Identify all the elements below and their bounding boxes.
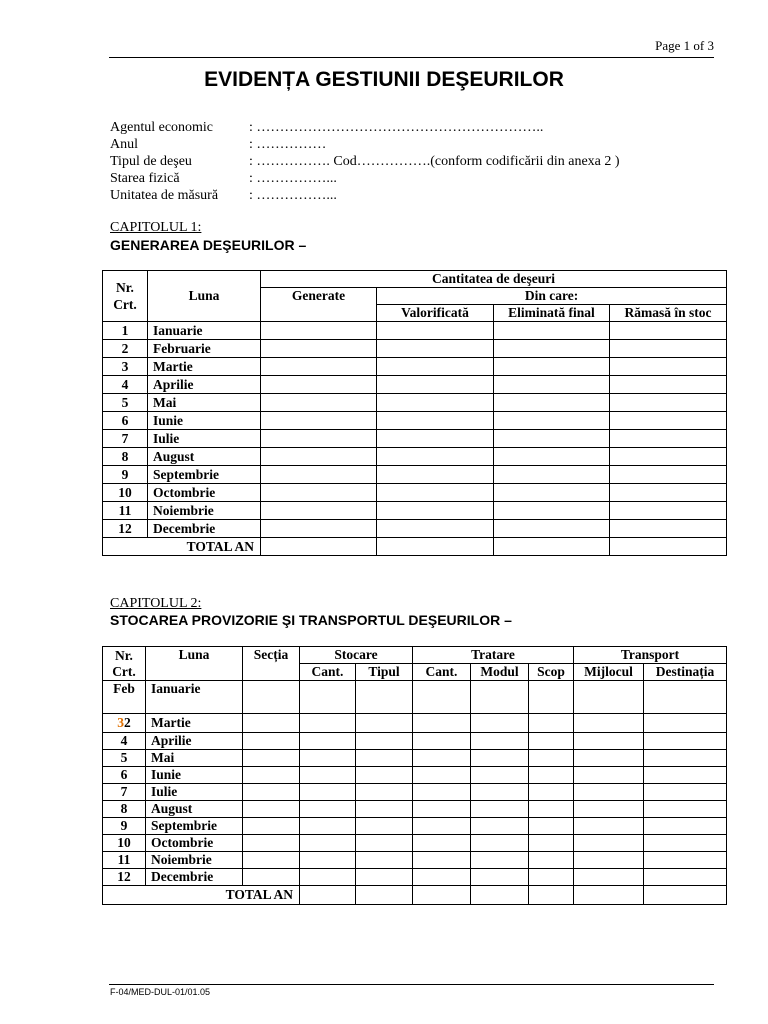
table-cell	[243, 714, 300, 733]
table-cell	[610, 322, 727, 340]
table-cell	[261, 448, 377, 466]
table-cell	[529, 886, 574, 905]
row-luna: Decembrie	[148, 520, 261, 538]
table-cell	[413, 852, 471, 869]
table-cell	[529, 818, 574, 835]
table-cell	[243, 767, 300, 784]
col-nr-crt: Nr. Crt.	[103, 647, 146, 681]
table-cell	[494, 538, 610, 556]
info-label: Agentul economic	[110, 120, 214, 135]
table-row	[103, 801, 727, 818]
table-cell	[261, 322, 377, 340]
row-luna: Iulie	[148, 430, 261, 448]
row-luna: Octombrie	[148, 484, 261, 502]
table-cell	[413, 714, 471, 733]
table-cell	[529, 784, 574, 801]
table-cell	[644, 784, 727, 801]
row-luna: Mai	[146, 750, 243, 767]
table-cell	[243, 750, 300, 767]
table-cell	[413, 681, 471, 714]
table-cell	[494, 322, 610, 340]
table-cell	[574, 886, 644, 905]
row-luna: Ianuarie	[146, 681, 243, 714]
table-cell	[610, 340, 727, 358]
row-nr: 8	[103, 448, 148, 466]
table-row	[103, 322, 727, 340]
table-row	[103, 358, 727, 376]
row-luna: Noiembrie	[146, 852, 243, 869]
row-luna: Iulie	[146, 784, 243, 801]
table-cell	[644, 835, 727, 852]
table-row	[103, 520, 727, 538]
table-cell	[529, 714, 574, 733]
table-cell	[610, 448, 727, 466]
info-block	[110, 119, 620, 204]
col-tratare-modul: Modul	[471, 664, 529, 681]
table-cell	[471, 801, 529, 818]
row-nr: 6	[103, 767, 146, 784]
row-luna: Martie	[146, 714, 243, 733]
table-row	[103, 430, 727, 448]
table-row	[103, 484, 727, 502]
table-cell	[413, 869, 471, 886]
table-cell	[574, 835, 644, 852]
col-stocare: Stocare	[300, 647, 413, 664]
table-cell	[471, 714, 529, 733]
col-transport-mijlocul: Mijlocul	[574, 664, 644, 681]
table-cell	[243, 869, 300, 886]
table-cell	[471, 767, 529, 784]
table-row	[103, 448, 727, 466]
col-tratare-cant: Cant.	[413, 664, 471, 681]
table-cell	[610, 394, 727, 412]
table-row	[103, 412, 727, 430]
row-nr	[103, 714, 146, 733]
table-cell	[644, 714, 727, 733]
table-cell	[377, 412, 494, 430]
table-cell	[300, 869, 356, 886]
table-cell	[356, 869, 413, 886]
table-cell	[529, 733, 574, 750]
table-cell	[356, 767, 413, 784]
table-row	[103, 714, 727, 733]
table-cell	[300, 784, 356, 801]
table-cell	[243, 835, 300, 852]
table-cell	[529, 835, 574, 852]
table-cell	[356, 681, 413, 714]
table-cell	[494, 430, 610, 448]
table-row	[103, 340, 727, 358]
table-cell	[610, 502, 727, 520]
table-cell	[261, 358, 377, 376]
chapter1-title: GENERAREA DEŞEURILOR –	[110, 237, 307, 253]
table-cell	[377, 358, 494, 376]
row-luna: Mai	[148, 394, 261, 412]
row-nr: 12	[103, 869, 146, 886]
table-cell	[574, 784, 644, 801]
chapter2-title: STOCAREA PROVIZORIE ŞI TRANSPORTUL DEŞEURILOR –	[110, 612, 512, 628]
col-luna: Luna	[148, 271, 261, 322]
chapter1-label: CAPITOLUL 1:	[110, 220, 202, 235]
table-cell	[644, 818, 727, 835]
row-nr: 7	[103, 430, 148, 448]
row-nr: 9	[103, 818, 146, 835]
table-cell	[300, 835, 356, 852]
info-row-starea	[110, 170, 620, 187]
table-cell	[644, 869, 727, 886]
info-value: : ……………...	[249, 188, 337, 203]
table-cell	[377, 430, 494, 448]
table-cell	[300, 681, 356, 714]
row-luna: Septembrie	[146, 818, 243, 835]
table-cell	[413, 818, 471, 835]
table-cell	[529, 681, 574, 714]
table-cell	[377, 502, 494, 520]
col-transport-destinatia: Destinația	[644, 664, 727, 681]
table-cell	[471, 852, 529, 869]
table-cell	[610, 358, 727, 376]
row-nr: 4	[103, 376, 148, 394]
table-cell	[494, 484, 610, 502]
table-cell	[243, 733, 300, 750]
table-cell	[644, 852, 727, 869]
col-tratare-scop: Scop	[529, 664, 574, 681]
footer-divider	[109, 984, 714, 985]
table-cell	[300, 886, 356, 905]
table-row	[103, 869, 727, 886]
chapter2-label: CAPITOLUL 2:	[110, 596, 202, 611]
table-cell	[610, 484, 727, 502]
total-row	[103, 886, 727, 905]
row-nr: 12	[103, 520, 148, 538]
col-ramasa: Rămasă în stoc	[610, 305, 727, 322]
row-luna: Iunie	[146, 767, 243, 784]
info-value: : ……………………………………………………..	[249, 120, 544, 135]
table-row	[103, 767, 727, 784]
table-cell	[377, 376, 494, 394]
info-row-tipul	[110, 153, 620, 170]
table-cell	[243, 818, 300, 835]
table-cell	[413, 767, 471, 784]
table-cell	[529, 852, 574, 869]
row-luna: Decembrie	[146, 869, 243, 886]
table-cell	[377, 466, 494, 484]
table-cell	[494, 520, 610, 538]
table-cell	[300, 750, 356, 767]
col-generate: Generate	[261, 288, 377, 322]
table-cell	[644, 886, 727, 905]
table-cell	[356, 714, 413, 733]
row-luna: Martie	[148, 358, 261, 376]
table-cell	[574, 852, 644, 869]
table-cell	[574, 750, 644, 767]
table-cell	[413, 886, 471, 905]
table-cell	[574, 869, 644, 886]
table-cell	[471, 750, 529, 767]
info-value: : ……………	[249, 137, 327, 152]
info-value: : ……………...	[249, 171, 337, 186]
table-cell	[494, 394, 610, 412]
table-row	[103, 750, 727, 767]
table-cell	[377, 448, 494, 466]
table-cell	[644, 733, 727, 750]
table-cell	[413, 801, 471, 818]
table-cell	[574, 714, 644, 733]
table-cell	[610, 466, 727, 484]
table-cell	[243, 681, 300, 714]
row-luna: Iunie	[148, 412, 261, 430]
table-row	[103, 466, 727, 484]
row-nr-value: 2	[124, 715, 131, 730]
table-cell	[471, 835, 529, 852]
table-cell	[494, 502, 610, 520]
total-label: TOTAL AN	[103, 886, 300, 905]
table-cell	[356, 835, 413, 852]
table-cell	[261, 376, 377, 394]
edit-mark: 3	[117, 715, 124, 730]
table-row	[103, 376, 727, 394]
table-cell	[377, 538, 494, 556]
row-luna: Aprilie	[148, 376, 261, 394]
table-cell	[574, 767, 644, 784]
table-cell	[300, 733, 356, 750]
table-cell	[529, 869, 574, 886]
form-code: F-04/MED-DUL-01/01.05	[110, 987, 211, 997]
col-stocare-tipul: Tipul	[356, 664, 413, 681]
col-stocare-cant: Cant.	[300, 664, 356, 681]
table-cell	[261, 466, 377, 484]
table-cell	[356, 818, 413, 835]
total-row	[103, 538, 727, 556]
page-number: Page 1 of 3	[655, 38, 714, 53]
table-cell	[356, 886, 413, 905]
table-cell	[356, 733, 413, 750]
row-nr: 5	[103, 750, 146, 767]
table-cell	[261, 394, 377, 412]
table-cell	[300, 767, 356, 784]
table-cell	[413, 750, 471, 767]
table-cell	[377, 322, 494, 340]
row-nr: 2	[103, 340, 148, 358]
table-cell	[300, 801, 356, 818]
info-row-unitatea	[110, 187, 620, 204]
row-nr: 7	[103, 784, 146, 801]
col-eliminata: Eliminată final	[494, 305, 610, 322]
table-row	[103, 681, 727, 714]
row-nr: 6	[103, 412, 148, 430]
table-cell	[644, 801, 727, 818]
row-luna: August	[146, 801, 243, 818]
table-cell	[610, 520, 727, 538]
table-cell	[243, 801, 300, 818]
table-row	[103, 394, 727, 412]
table-cell	[261, 430, 377, 448]
row-nr: 4	[103, 733, 146, 750]
row-nr: 11	[103, 502, 148, 520]
table-cell	[377, 394, 494, 412]
col-luna: Luna	[146, 647, 243, 681]
table-cell	[574, 818, 644, 835]
table-cell	[471, 818, 529, 835]
info-row-agent	[110, 119, 620, 136]
info-row-anul	[110, 136, 620, 153]
col-cantitatea: Cantitatea de deşeuri	[261, 271, 727, 288]
table-cell	[261, 502, 377, 520]
table-cell	[377, 520, 494, 538]
storage-transport-table	[102, 646, 727, 905]
table-cell	[574, 681, 644, 714]
row-nr: 8	[103, 801, 146, 818]
table-row	[103, 733, 727, 750]
header-divider	[109, 57, 714, 58]
table-cell	[494, 358, 610, 376]
col-tratare: Tratare	[413, 647, 574, 664]
table-row	[103, 835, 727, 852]
row-luna: August	[148, 448, 261, 466]
table-cell	[356, 801, 413, 818]
table-cell	[494, 412, 610, 430]
table-cell	[261, 340, 377, 358]
col-valorificata: Valorificată	[377, 305, 494, 322]
table-cell	[529, 750, 574, 767]
table-cell	[377, 340, 494, 358]
table-cell	[356, 852, 413, 869]
col-nr-crt: Nr. Crt.	[103, 271, 148, 322]
col-transport: Transport	[574, 647, 727, 664]
table-cell	[471, 681, 529, 714]
info-label: Starea fizică	[110, 171, 180, 186]
table-cell	[494, 376, 610, 394]
row-luna: Septembrie	[148, 466, 261, 484]
row-nr: 1	[103, 322, 148, 340]
row-luna: Ianuarie	[148, 322, 261, 340]
table-cell	[610, 430, 727, 448]
row-luna: Februarie	[148, 340, 261, 358]
row-luna: Aprilie	[146, 733, 243, 750]
table-cell	[610, 412, 727, 430]
table-cell	[300, 714, 356, 733]
table-row	[103, 502, 727, 520]
table-cell	[243, 852, 300, 869]
table-cell	[610, 538, 727, 556]
table-cell	[261, 412, 377, 430]
row-luna: Noiembrie	[148, 502, 261, 520]
row-nr: 9	[103, 466, 148, 484]
row-nr: 5	[103, 394, 148, 412]
document-title: EVIDENȚA GESTIUNII DEŞEURILOR	[204, 68, 564, 91]
table-cell	[300, 818, 356, 835]
row-nr: 10	[103, 835, 146, 852]
table-cell	[261, 538, 377, 556]
row-nr: 11	[103, 852, 146, 869]
table-cell	[574, 733, 644, 750]
row-luna: Octombrie	[146, 835, 243, 852]
table-cell	[471, 869, 529, 886]
table-cell	[574, 801, 644, 818]
table-cell	[300, 852, 356, 869]
col-din-care: Din care:	[377, 288, 727, 305]
info-value: : ……………. Cod…………….(conform codificării din anexa 2 )	[249, 154, 620, 169]
table-cell	[610, 376, 727, 394]
row-nr: 10	[103, 484, 148, 502]
table-row	[103, 784, 727, 801]
info-label: Tipul de deşeu	[110, 154, 192, 169]
total-label: TOTAL AN	[103, 538, 261, 556]
table-cell	[243, 784, 300, 801]
table-row	[103, 852, 727, 869]
table-row	[103, 818, 727, 835]
table-cell	[413, 784, 471, 801]
table-cell	[644, 767, 727, 784]
row-nr: Feb	[103, 681, 146, 714]
table-cell	[261, 484, 377, 502]
table-cell	[494, 466, 610, 484]
table-cell	[494, 340, 610, 358]
generation-table	[102, 270, 727, 556]
table-cell	[494, 448, 610, 466]
row-nr: 3	[103, 358, 148, 376]
info-label: Unitatea de măsură	[110, 188, 219, 203]
table-cell	[529, 767, 574, 784]
table-cell	[644, 681, 727, 714]
table-cell	[471, 733, 529, 750]
table-cell	[356, 784, 413, 801]
table-cell	[471, 886, 529, 905]
table-cell	[529, 801, 574, 818]
table-cell	[356, 750, 413, 767]
table-cell	[644, 750, 727, 767]
table-cell	[261, 520, 377, 538]
table-cell	[413, 835, 471, 852]
col-sectia: Secția	[243, 647, 300, 681]
table-cell	[377, 484, 494, 502]
table-cell	[413, 733, 471, 750]
table-cell	[471, 784, 529, 801]
info-label: Anul	[110, 137, 138, 152]
